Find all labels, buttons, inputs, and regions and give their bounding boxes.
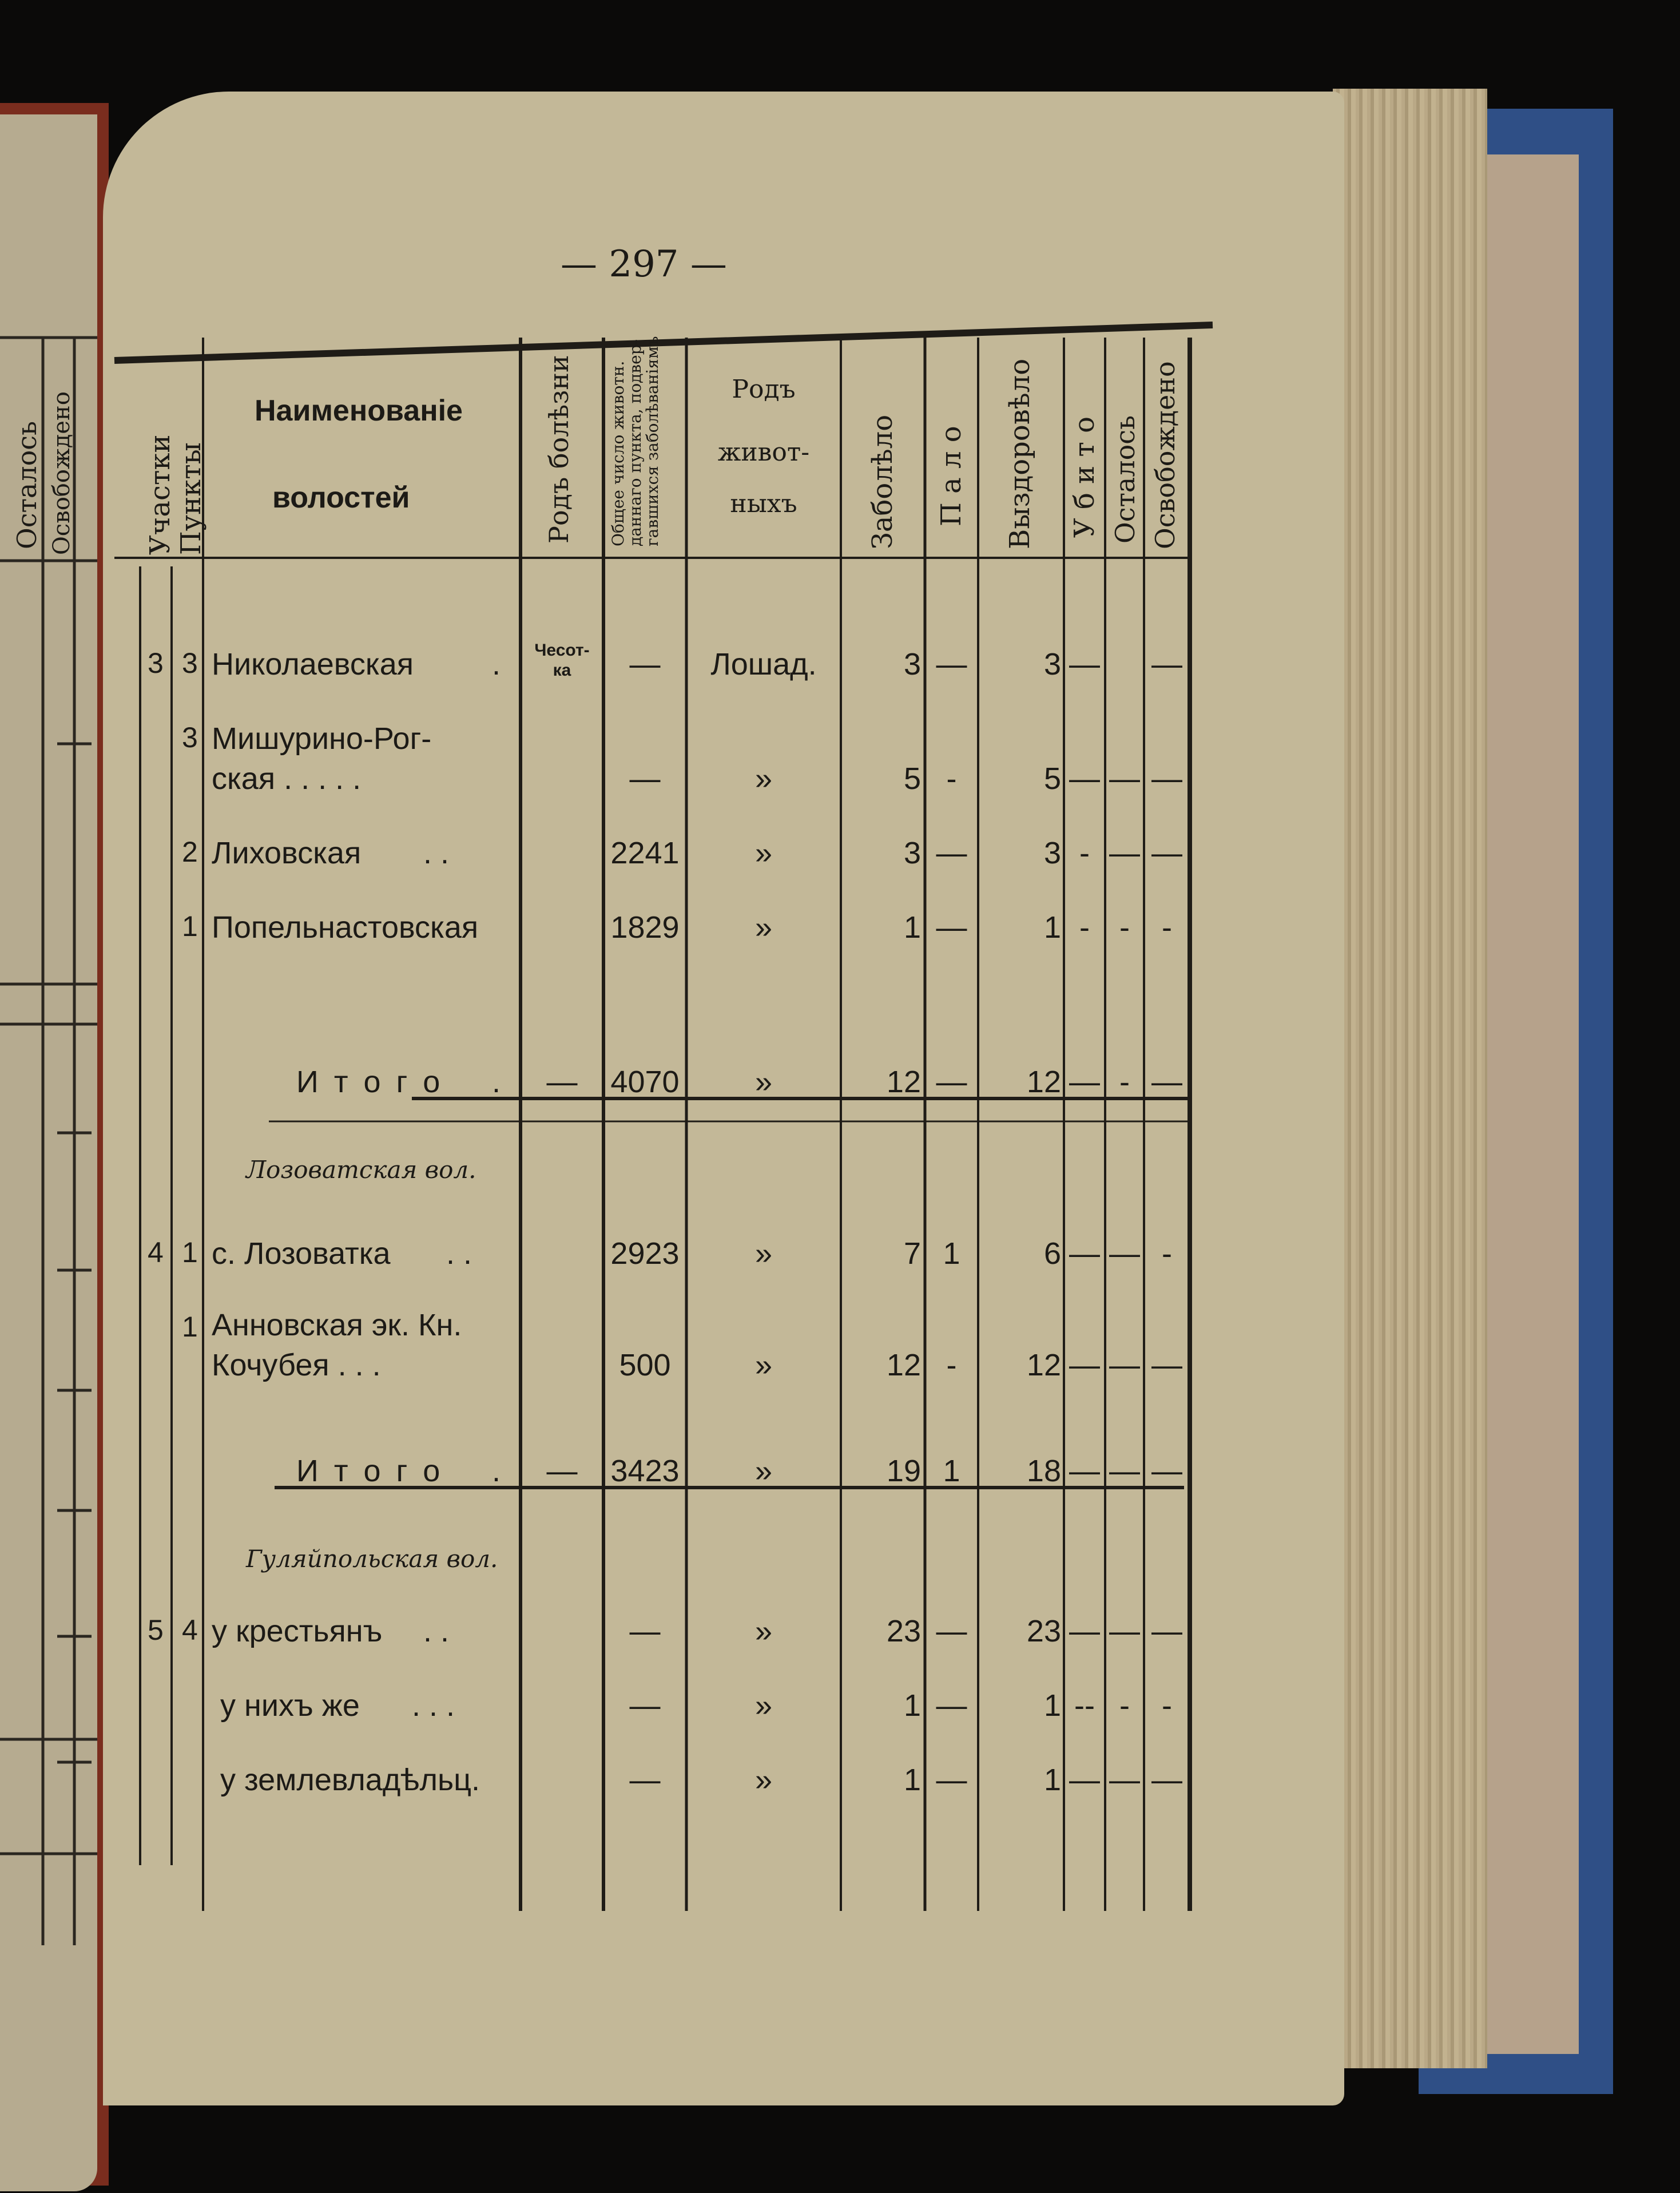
cell-zabolelo: 1 — [903, 1688, 921, 1723]
cell-dots: . . — [423, 836, 450, 870]
header-rod-zhiv-1: Родъ — [732, 375, 796, 404]
cell-osvobozhdeno: — — [1151, 1348, 1182, 1382]
cell-name: Анновская эк. Кн. — [212, 1308, 462, 1342]
cell-total: 500 — [619, 1348, 671, 1382]
header-name-line1: Наименованіе — [255, 394, 463, 427]
cell-vyzdorovelo: 3 — [1043, 647, 1061, 681]
cell-ostalos: — — [1109, 762, 1140, 796]
cell-palo: — — [936, 647, 967, 681]
header-name-line2: волостей — [272, 481, 410, 514]
cell-dots: . . — [423, 1614, 450, 1648]
cell-zabolelo: 1 — [903, 910, 921, 945]
cell-dots: . — [492, 647, 501, 681]
cell-osvobozhdeno: — — [1151, 647, 1182, 681]
cell-osvobozhdeno: - — [1162, 910, 1172, 945]
cell-vyzdorovelo: 1 — [1043, 1763, 1061, 1797]
header-rod-bolezni: Родъ болѣзни — [543, 355, 574, 544]
cell-vyzdorovelo: 3 — [1043, 836, 1061, 870]
cell-animal: » — [754, 1614, 773, 1648]
cell-ubito: — — [1069, 1348, 1100, 1382]
cell-ubito: — — [1069, 1614, 1100, 1648]
cell-osvobozhdeno: — — [1151, 762, 1182, 796]
cell-palo: — — [936, 1763, 967, 1797]
cell-total: 3423 — [610, 1454, 680, 1488]
header-rod-zhiv-2: живот- — [717, 438, 810, 467]
page-number: — 297 — — [561, 243, 727, 285]
cell-disease: — — [546, 1454, 578, 1488]
header-obshchee-3: гавшихся заболѣваніямъ — [643, 336, 662, 546]
cell-zabolelo: 12 — [886, 1348, 921, 1382]
section-heading: Гуляйпольская вол. — [246, 1545, 498, 1573]
cell-zabolelo: 19 — [886, 1454, 921, 1488]
header-obshchee-2: даннаго пункта, подвер- — [626, 339, 645, 546]
header-uchastki: Участки — [144, 434, 176, 555]
cell-ubito: -- — [1074, 1688, 1095, 1723]
header-ubito: У б и т о — [1069, 416, 1101, 538]
cell-vyzdorovelo: 1 — [1043, 1688, 1061, 1723]
cell-punkt: 3 — [182, 647, 198, 679]
cell-name: Мишурино-Рог- — [212, 721, 432, 756]
cell-punkt: 1 — [182, 1311, 198, 1343]
cell-total: 2923 — [610, 1236, 680, 1271]
cell-total: — — [629, 1763, 661, 1797]
cell-ostalos: - — [1119, 1065, 1130, 1099]
cell-name-line2: ская . . . . . — [212, 762, 362, 796]
cell-total: 2241 — [610, 836, 680, 870]
cell-osvobozhdeno: — — [1151, 1763, 1182, 1797]
cell-ubito: - — [1079, 836, 1090, 870]
cell-palo: 1 — [943, 1454, 960, 1488]
cell-dots: . . — [446, 1236, 472, 1271]
cell-dots: . — [492, 1065, 501, 1099]
cell-vyzdorovelo: 23 — [1026, 1614, 1061, 1648]
cell-total: — — [629, 647, 661, 681]
cell-total: — — [629, 1688, 661, 1723]
cell-name: у землевладѣльц. — [220, 1763, 480, 1797]
cell-total: — — [629, 1614, 661, 1648]
cell-osvobozhdeno: — — [1151, 1454, 1182, 1488]
total-label: И т о г о — [296, 1454, 444, 1488]
cell-palo: - — [946, 762, 957, 796]
cell-vyzdorovelo: 5 — [1043, 762, 1061, 796]
cell-punkt: 1 — [182, 1236, 198, 1268]
cell-zabolelo: 1 — [903, 1763, 921, 1797]
cell-animal: » — [754, 1236, 773, 1271]
header-obshchee-1: Общее число животн. — [609, 360, 627, 546]
left-header-osvobozhdeno: Освобождено — [49, 391, 75, 555]
cell-ostalos: — — [1109, 1614, 1140, 1648]
cell-ostalos: — — [1109, 1454, 1140, 1488]
header-ostalos: Осталось — [1110, 415, 1141, 544]
cell-zabolelo: 12 — [886, 1065, 921, 1099]
cell-uch: 4 — [148, 1236, 164, 1268]
header-rod-zhiv-3: ныхъ — [730, 489, 797, 518]
cell-ubito: — — [1069, 647, 1100, 681]
cell-dots: . — [492, 1454, 501, 1488]
cell-disease-1: Чесот- — [534, 641, 590, 660]
cell-name: у нихъ же — [220, 1688, 360, 1723]
cell-palo: — — [936, 1614, 967, 1648]
header-zabolelo: Заболѣло — [867, 414, 899, 549]
cell-punkt: 2 — [182, 836, 198, 868]
cell-punkt: 1 — [182, 910, 198, 942]
cell-ostalos: — — [1109, 1236, 1140, 1271]
cell-name-line2: Кочубея . . . — [212, 1348, 381, 1382]
cell-zabolelo: 3 — [903, 647, 921, 681]
cell-osvobozhdeno: - — [1162, 1688, 1172, 1723]
cell-zabolelo: 7 — [903, 1236, 921, 1271]
cell-ubito: — — [1069, 1065, 1100, 1099]
cell-palo: - — [946, 1348, 957, 1382]
cell-animal: » — [754, 1454, 773, 1488]
book-page — [103, 92, 1344, 2105]
cell-vyzdorovelo: 1 — [1043, 910, 1061, 945]
cell-disease-2: ка — [553, 661, 571, 680]
cell-palo: — — [936, 1688, 967, 1723]
cell-zabolelo: 23 — [886, 1614, 921, 1648]
cell-vyzdorovelo: 12 — [1026, 1348, 1061, 1382]
cell-ostalos: — — [1109, 836, 1140, 870]
cell-name: с. Лозоватка — [212, 1236, 391, 1271]
cell-zabolelo: 3 — [903, 836, 921, 870]
cell-dots: . . . — [412, 1688, 455, 1723]
cell-palo: 1 — [943, 1236, 960, 1271]
cell-animal: » — [754, 1348, 773, 1382]
cell-punkt: 4 — [182, 1614, 198, 1646]
cell-animal: » — [754, 1065, 773, 1099]
cell-animal: » — [754, 836, 773, 870]
cell-uch: 3 — [148, 647, 164, 679]
cell-uch: 5 — [148, 1614, 164, 1646]
cell-vyzdorovelo: 6 — [1043, 1236, 1061, 1271]
cell-osvobozhdeno: - — [1162, 1236, 1172, 1271]
cell-total: 1829 — [610, 910, 680, 945]
cell-palo: — — [936, 1065, 967, 1099]
cell-ostalos: - — [1119, 910, 1130, 945]
header-osvobozhdeno: Освобождено — [1150, 361, 1181, 549]
cell-ostalos: — — [1109, 1348, 1140, 1382]
cell-zabolelo: 5 — [903, 762, 921, 796]
cell-ubito: — — [1069, 1763, 1100, 1797]
cell-osvobozhdeno: — — [1151, 1614, 1182, 1648]
cell-punkt: 3 — [182, 721, 198, 754]
cell-ostalos: — — [1109, 1763, 1140, 1797]
total-label: И т о г о — [296, 1065, 444, 1099]
cell-osvobozhdeno: — — [1151, 836, 1182, 870]
header-palo: П а л о — [935, 426, 967, 526]
cell-palo: — — [936, 836, 967, 870]
cell-total: 4070 — [610, 1065, 680, 1099]
cell-disease: — — [546, 1065, 578, 1099]
left-header-ostalos: Осталось — [11, 421, 42, 549]
cell-ubito: - — [1079, 910, 1090, 945]
cell-animal: Лошад. — [710, 647, 817, 681]
cell-ubito: — — [1069, 1454, 1100, 1488]
cell-animal: » — [754, 762, 773, 796]
header-punkty: Пункты — [175, 442, 207, 555]
header-vyzdorovelo: Выздоровѣло — [1004, 358, 1036, 549]
cell-name: Николаевская — [212, 647, 414, 681]
cell-animal: » — [754, 1763, 773, 1797]
cell-total: — — [629, 762, 661, 796]
cell-animal: » — [754, 1688, 773, 1723]
cell-ostalos: - — [1119, 1688, 1130, 1723]
cell-animal: » — [754, 910, 773, 945]
left-page — [0, 114, 97, 2191]
cell-vyzdorovelo: 18 — [1026, 1454, 1061, 1488]
cell-ubito: — — [1069, 762, 1100, 796]
cell-name: Лиховская — [212, 836, 362, 870]
cell-name: у крестьянъ — [212, 1614, 383, 1648]
cell-palo: — — [936, 910, 967, 945]
cell-ubito: — — [1069, 1236, 1100, 1271]
cell-vyzdorovelo: 12 — [1026, 1065, 1061, 1099]
section-heading: Лозоватская вол. — [246, 1156, 476, 1184]
cell-name: Попельнастовская — [212, 910, 479, 945]
cell-osvobozhdeno: — — [1151, 1065, 1182, 1099]
page-block-edge — [1333, 89, 1487, 2068]
